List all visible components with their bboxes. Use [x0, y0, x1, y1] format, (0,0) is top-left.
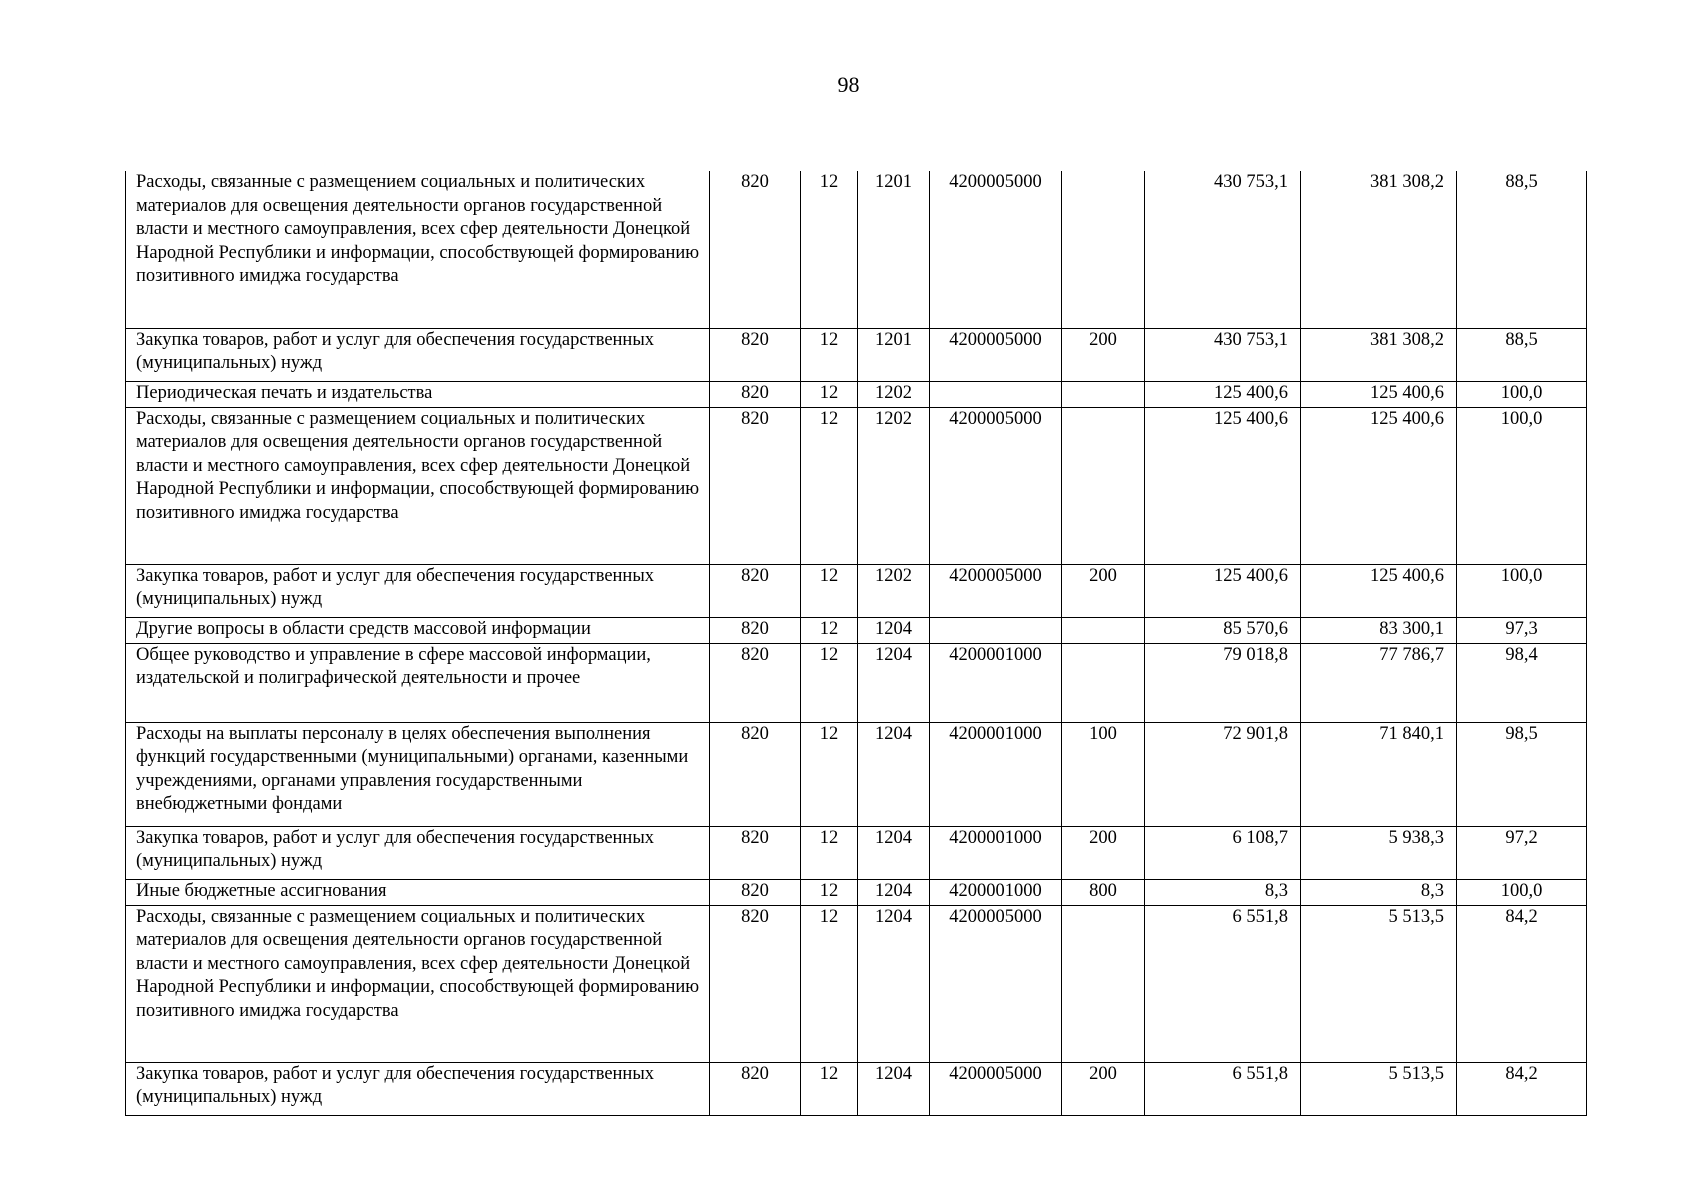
fact-amount: 5 938,3: [1301, 826, 1457, 879]
table-row: [126, 564, 1587, 617]
execution-percent: 88,5: [1457, 328, 1587, 381]
plan-amount: 72 901,8: [1145, 722, 1301, 826]
razdel-code: 12: [801, 407, 858, 564]
table-row: [126, 381, 1587, 407]
target-article-code: 4200001000: [930, 722, 1062, 826]
ved-code: 820: [710, 171, 801, 328]
expense-type-code: 200: [1062, 826, 1145, 879]
razdel-code: 12: [801, 381, 858, 407]
razdel-code: 12: [801, 564, 858, 617]
expense-type-code: 200: [1062, 328, 1145, 381]
ved-code: 820: [710, 826, 801, 879]
podrazdel-code: 1204: [858, 879, 930, 905]
row-name: Расходы, связанные с размещением социальных и политических материалов для освещения деятельности органов государственной власти и местного самоуправления, всех сфер деятельности Донецкой Народной Республики и информации, способствующей формированию позитивного имиджа государства: [126, 171, 710, 328]
plan-amount: 125 400,6: [1145, 381, 1301, 407]
plan-amount: 8,3: [1145, 879, 1301, 905]
execution-percent: 98,5: [1457, 722, 1587, 826]
table-row: [126, 643, 1587, 722]
plan-amount: 125 400,6: [1145, 407, 1301, 564]
expense-type-code: [1062, 407, 1145, 564]
expense-type-code: [1062, 381, 1145, 407]
ved-code: 820: [710, 1062, 801, 1115]
table-row: [126, 171, 1587, 328]
target-article-code: [930, 381, 1062, 407]
razdel-code: 12: [801, 171, 858, 328]
expense-type-code: [1062, 171, 1145, 328]
target-article-code: 4200005000: [930, 905, 1062, 1062]
fact-amount: 125 400,6: [1301, 564, 1457, 617]
razdel-code: 12: [801, 328, 858, 381]
table-row: [126, 328, 1587, 381]
ved-code: 820: [710, 643, 801, 722]
row-name: Закупка товаров, работ и услуг для обеспечения государственных (муниципальных) нужд: [126, 1062, 710, 1115]
execution-percent: 100,0: [1457, 879, 1587, 905]
fact-amount: 125 400,6: [1301, 407, 1457, 564]
expense-type-code: [1062, 905, 1145, 1062]
podrazdel-code: 1201: [858, 171, 930, 328]
target-article-code: 4200001000: [930, 826, 1062, 879]
table-row: [126, 407, 1587, 564]
table-row: [126, 879, 1587, 905]
plan-amount: 430 753,1: [1145, 171, 1301, 328]
podrazdel-code: 1204: [858, 1062, 930, 1115]
execution-percent: 84,2: [1457, 905, 1587, 1062]
ved-code: 820: [710, 879, 801, 905]
plan-amount: 6 108,7: [1145, 826, 1301, 879]
row-name: Периодическая печать и издательства: [126, 381, 710, 407]
fact-amount: 381 308,2: [1301, 328, 1457, 381]
podrazdel-code: 1204: [858, 826, 930, 879]
row-name: Закупка товаров, работ и услуг для обеспечения государственных (муниципальных) нужд: [126, 328, 710, 381]
row-name: Закупка товаров, работ и услуг для обеспечения государственных (муниципальных) нужд: [126, 826, 710, 879]
target-article-code: 4200005000: [930, 1062, 1062, 1115]
budget-table: [125, 171, 1587, 1116]
plan-amount: 85 570,6: [1145, 617, 1301, 643]
razdel-code: 12: [801, 643, 858, 722]
plan-amount: 6 551,8: [1145, 1062, 1301, 1115]
razdel-code: 12: [801, 826, 858, 879]
target-article-code: 4200005000: [930, 328, 1062, 381]
target-article-code: 4200005000: [930, 564, 1062, 617]
ved-code: 820: [710, 328, 801, 381]
podrazdel-code: 1202: [858, 564, 930, 617]
target-article-code: 4200001000: [930, 643, 1062, 722]
execution-percent: 100,0: [1457, 381, 1587, 407]
ved-code: 820: [710, 407, 801, 564]
podrazdel-code: 1202: [858, 381, 930, 407]
ved-code: 820: [710, 381, 801, 407]
razdel-code: 12: [801, 879, 858, 905]
execution-percent: 100,0: [1457, 564, 1587, 617]
target-article-code: 4200001000: [930, 879, 1062, 905]
plan-amount: 430 753,1: [1145, 328, 1301, 381]
table-row: [126, 722, 1587, 826]
execution-percent: 100,0: [1457, 407, 1587, 564]
fact-amount: 5 513,5: [1301, 1062, 1457, 1115]
plan-amount: 79 018,8: [1145, 643, 1301, 722]
podrazdel-code: 1201: [858, 328, 930, 381]
fact-amount: 77 786,7: [1301, 643, 1457, 722]
execution-percent: 97,2: [1457, 826, 1587, 879]
row-name: Общее руководство и управление в сфере массовой информации, издательской и полиграфической деятельности и прочее: [126, 643, 710, 722]
fact-amount: 8,3: [1301, 879, 1457, 905]
target-article-code: [930, 617, 1062, 643]
table-row: [126, 617, 1587, 643]
ved-code: 820: [710, 722, 801, 826]
razdel-code: 12: [801, 1062, 858, 1115]
table-row: [126, 826, 1587, 879]
execution-percent: 88,5: [1457, 171, 1587, 328]
execution-percent: 84,2: [1457, 1062, 1587, 1115]
expense-type-code: 100: [1062, 722, 1145, 826]
expense-type-code: [1062, 617, 1145, 643]
razdel-code: 12: [801, 905, 858, 1062]
ved-code: 820: [710, 564, 801, 617]
fact-amount: 5 513,5: [1301, 905, 1457, 1062]
target-article-code: 4200005000: [930, 407, 1062, 564]
target-article-code: 4200005000: [930, 171, 1062, 328]
ved-code: 820: [710, 905, 801, 1062]
ved-code: 820: [710, 617, 801, 643]
podrazdel-code: 1202: [858, 407, 930, 564]
expense-type-code: 200: [1062, 564, 1145, 617]
podrazdel-code: 1204: [858, 643, 930, 722]
execution-percent: 98,4: [1457, 643, 1587, 722]
razdel-code: 12: [801, 617, 858, 643]
expense-type-code: 200: [1062, 1062, 1145, 1115]
expense-type-code: [1062, 643, 1145, 722]
table-row: [126, 905, 1587, 1062]
razdel-code: 12: [801, 722, 858, 826]
fact-amount: 125 400,6: [1301, 381, 1457, 407]
podrazdel-code: 1204: [858, 905, 930, 1062]
fact-amount: 83 300,1: [1301, 617, 1457, 643]
plan-amount: 125 400,6: [1145, 564, 1301, 617]
plan-amount: 6 551,8: [1145, 905, 1301, 1062]
row-name: Закупка товаров, работ и услуг для обеспечения государственных (муниципальных) нужд: [126, 564, 710, 617]
fact-amount: 381 308,2: [1301, 171, 1457, 328]
podrazdel-code: 1204: [858, 722, 930, 826]
page-number: 98: [837, 72, 860, 97]
row-name: Расходы на выплаты персоналу в целях обеспечения выполнения функций государственными (муниципальными) органами, казенными учреждениями, органами управления государственными внебюджетными фондами: [126, 722, 710, 826]
fact-amount: 71 840,1: [1301, 722, 1457, 826]
row-name: Иные бюджетные ассигнования: [126, 879, 710, 905]
row-name: Расходы, связанные с размещением социальных и политических материалов для освещения деятельности органов государственной власти и местного самоуправления, всех сфер деятельности Донецкой Народной Республики и информации, способствующей формированию позитивного имиджа государства: [126, 905, 710, 1062]
row-name: Другие вопросы в области средств массовой информации: [126, 617, 710, 643]
execution-percent: 97,3: [1457, 617, 1587, 643]
table-row: [126, 1062, 1587, 1115]
expense-type-code: 800: [1062, 879, 1145, 905]
podrazdel-code: 1204: [858, 617, 930, 643]
row-name: Расходы, связанные с размещением социальных и политических материалов для освещения деятельности органов государственной власти и местного самоуправления, всех сфер деятельности Донецкой Народной Республики и информации, способствующей формированию позитивного имиджа государства: [126, 407, 710, 564]
